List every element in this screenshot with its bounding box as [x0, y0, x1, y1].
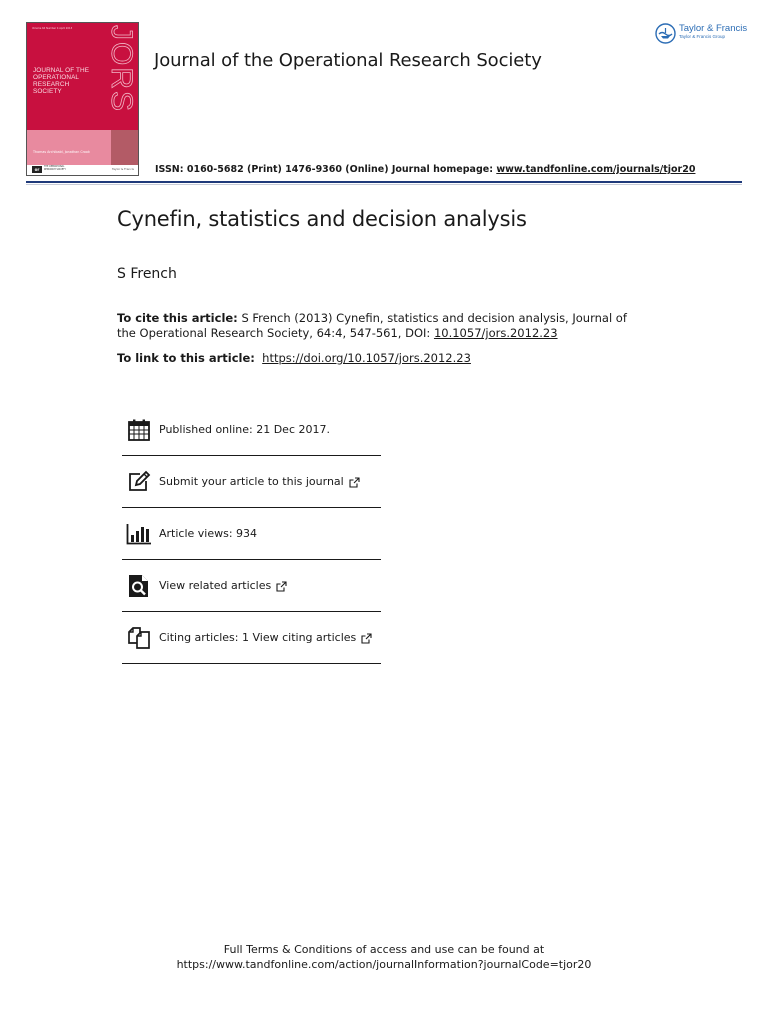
citation	[117, 311, 637, 341]
issn-text: ISSN: 0160-5682 (Print) 1476-9360 (Online) Journal homepage:	[155, 164, 497, 175]
article-link-line	[117, 351, 471, 366]
header-divider-secondary	[26, 184, 742, 185]
external-link-icon	[276, 581, 287, 592]
taylor-francis-icon	[655, 23, 676, 44]
cover-bottom-band	[27, 165, 138, 175]
external-link-icon	[349, 477, 360, 488]
bar-chart-icon	[126, 521, 152, 547]
terms-text: Full Terms & Conditions of access and use can be found at	[223, 943, 545, 956]
article-views-item	[122, 508, 381, 560]
citation-label: To cite this article:	[117, 311, 238, 325]
cover-publisher: Taylor & Francis	[111, 167, 134, 171]
or-society-logo: or	[32, 166, 42, 173]
submit-article-item[interactable]	[122, 456, 381, 508]
article-author: S French	[117, 266, 177, 282]
submit-article-link[interactable]: Submit your article to this journal	[159, 475, 344, 488]
calendar-icon	[126, 417, 152, 443]
journal-cover	[26, 22, 139, 176]
cover-editors: Thomas Archibald, Jonathan Crook	[33, 150, 90, 154]
article-title: Cynefin, statistics and decision analysis	[117, 207, 527, 231]
article-url-link[interactable]: https://doi.org/10.1057/jors.2012.23	[262, 351, 471, 365]
article-views-text: Article views: 934	[159, 527, 258, 540]
terms-footer	[0, 942, 768, 972]
issn-line	[155, 164, 695, 175]
publisher-group: Taylor & Francis Group	[679, 34, 726, 39]
publisher-logo	[655, 23, 747, 44]
related-articles-link[interactable]: View related articles	[159, 579, 272, 592]
terms-url[interactable]: https://www.tandfonline.com/action/journalInformation?journalCode=tjor20	[176, 958, 592, 971]
article-actions	[122, 404, 381, 664]
published-online-text: Published online: 21 Dec 2017.	[159, 423, 330, 436]
citation-text: S French (2013) Cynefin, statistics and decision analysis, Journal of the Operational Research Society, 64:4, 547-561, DOI:	[117, 311, 627, 340]
copy-icon	[126, 625, 152, 651]
doi-link[interactable]: 10.1057/jors.2012.23	[433, 326, 558, 340]
cover-acronym: JORS	[105, 25, 138, 114]
link-label: To link to this article:	[117, 351, 255, 365]
header-divider	[26, 181, 742, 183]
published-online-item	[122, 404, 381, 456]
external-link-icon	[361, 633, 372, 644]
cover-society-name: THE OPERATIONAL RESEARCH SOCIETY	[44, 165, 66, 171]
cover-top-panel	[27, 23, 138, 130]
journal-homepage-link[interactable]: www.tandfonline.com/journals/tjor20	[496, 164, 696, 175]
publisher-name: Taylor & Francis	[679, 23, 748, 34]
cover-issue-text: Volume 64 Number 4 April 2013	[32, 27, 73, 30]
search-document-icon	[126, 573, 152, 599]
citing-articles-item[interactable]	[122, 612, 381, 664]
citing-articles-link[interactable]: Citing articles: 1 View citing articles	[159, 631, 357, 644]
related-articles-item[interactable]	[122, 560, 381, 612]
cover-journal-title: JOURNAL OF THE OPERATIONAL RESEARCH SOCIETY	[33, 67, 90, 95]
edit-icon	[126, 469, 152, 495]
journal-title: Journal of the Operational Research Society	[154, 50, 542, 71]
cover-middle-band	[27, 130, 138, 165]
